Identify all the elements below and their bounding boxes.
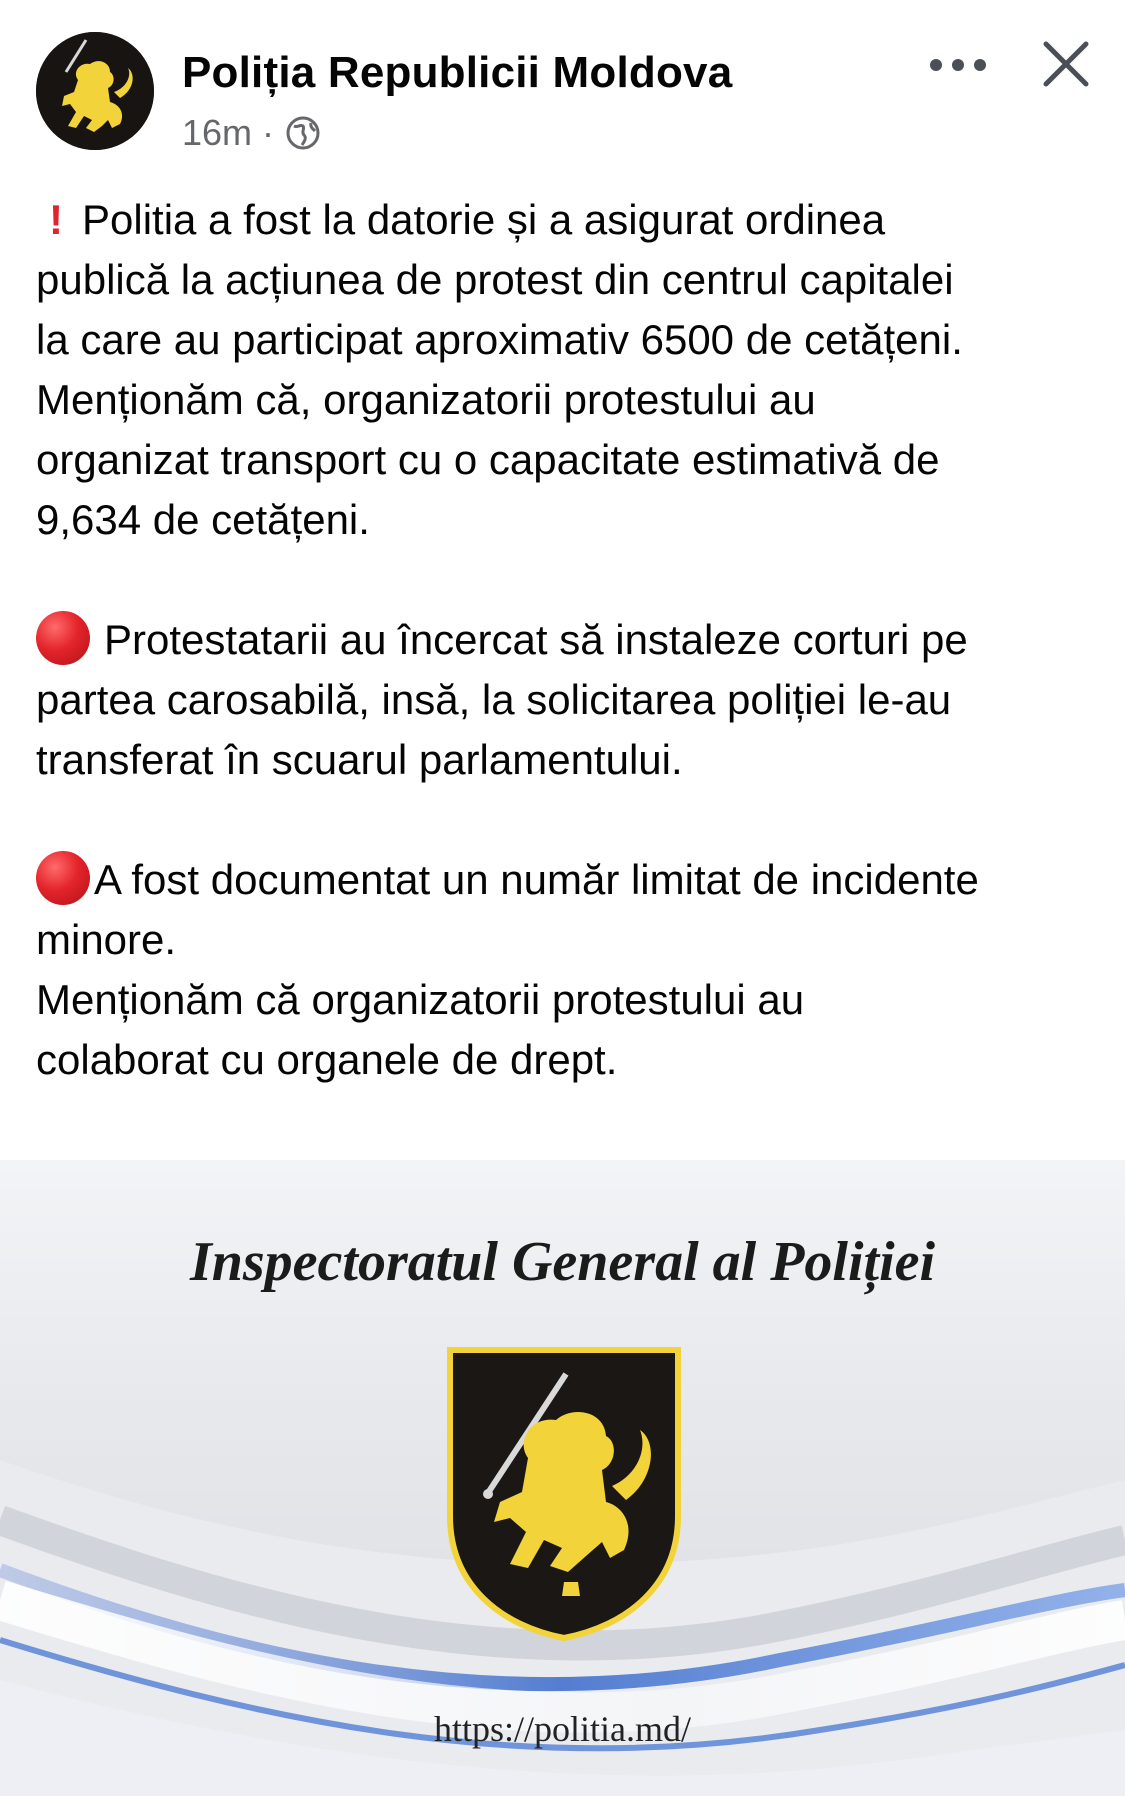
post-meta (182, 112, 322, 154)
red-circle-icon (36, 611, 90, 665)
post-text-line: minore. (36, 916, 177, 963)
post-paragraph (36, 850, 1096, 1090)
lion-logo-icon (36, 32, 154, 150)
post-text-line: la care au participat aproximativ 6500 de cetățeni. (36, 316, 963, 363)
post-text-line: Menționăm că, organizatorii protestului au (36, 376, 816, 423)
post-text-line: publică la acțiunea de protest din centrul capitalei (36, 256, 954, 303)
post-text-line: colaborat cu organele de drept. (36, 1036, 618, 1083)
post-paragraph (36, 610, 1096, 790)
red-exclamation-icon: ! (49, 196, 63, 243)
post-header (0, 0, 1125, 160)
post-paragraph (36, 190, 1096, 550)
post-text-line: organizat transport cu o capacitate estimativă de (36, 436, 940, 483)
post-text-line: partea carosabilă, insă, la solicitarea poliției le-au (36, 676, 952, 723)
post-image[interactable] (0, 1160, 1125, 1796)
post-time[interactable]: 16m (182, 112, 253, 153)
post-text-line: transferat în scuarul parlamentului. (36, 736, 683, 783)
meta-separator: · (262, 112, 275, 153)
page-avatar[interactable] (36, 32, 154, 150)
image-url: https://politia.md/ (433, 1709, 691, 1749)
post-text-line: Politia a fost la datorie și a asigurat ordinea (82, 196, 886, 243)
police-shield-lion-icon (446, 1346, 682, 1642)
post-text-line: A fost documentat un număr limitat de incidente (94, 856, 979, 903)
post-text-line: Protestatarii au încercat să instaleze corturi pe (104, 616, 968, 663)
image-title: Inspectoratul General al Poliției (189, 1231, 936, 1293)
more-options-icon[interactable] (930, 48, 986, 82)
post-body (36, 190, 1096, 1090)
page-name[interactable]: Poliția Republicii Moldova (182, 48, 733, 97)
close-icon[interactable] (1040, 38, 1092, 90)
red-circle-icon (36, 851, 90, 905)
globe-icon (284, 114, 322, 152)
post-text-line: 9,634 de cetățeni. (36, 496, 370, 543)
post-text-line: Menționăm că organizatorii protestului au (36, 976, 805, 1023)
